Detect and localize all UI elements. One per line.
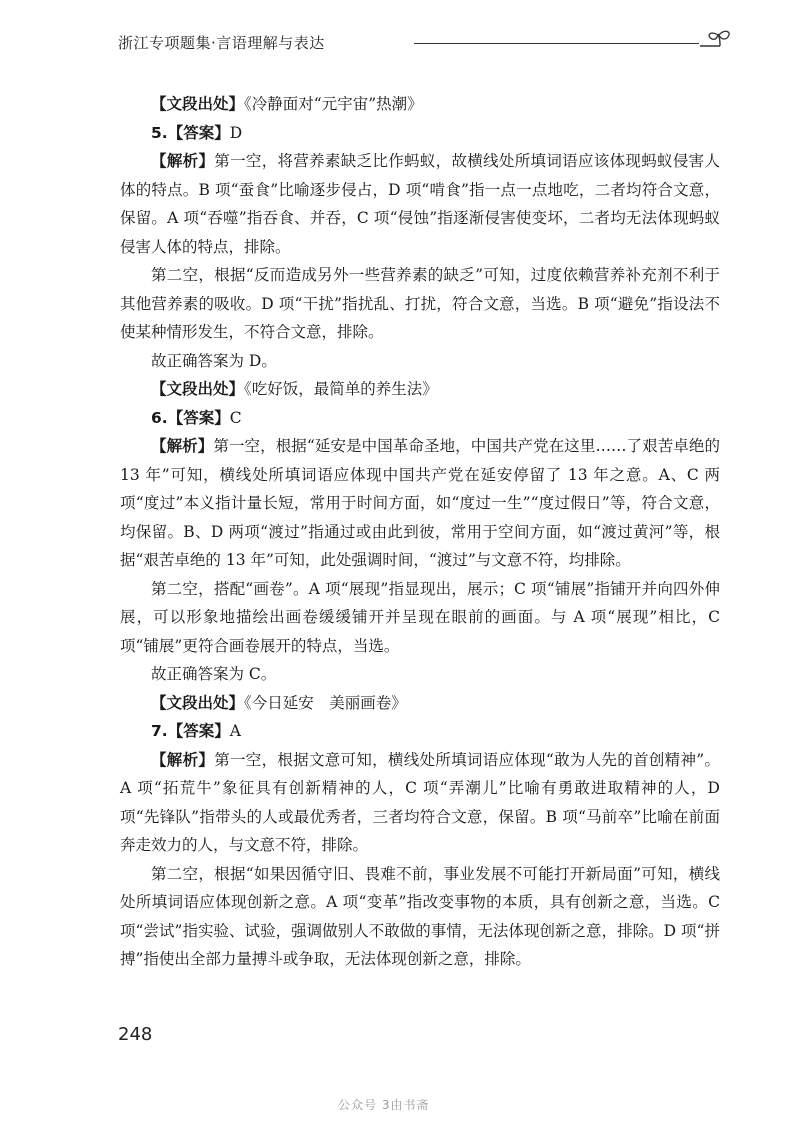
page-header xyxy=(118,26,738,56)
header-title: 浙江专项题集·言语理解与表达 xyxy=(118,34,325,52)
analysis-text: 第一空，将营养素缺乏比作蚂蚁，故横线处所填词语应该体现蚂蚁侵害人体的特点。B 项“蚕食”比喻逐步侵占，D 项“啃食”指一点一点地吃，二者均符合文意，保留。A 项“吞噬”指吞食、并吞，C 项“侵蚀”指逐渐侵害使变坏，二者均无法体现蚂蚁侵害人体的特点，排除。 xyxy=(120,152,720,256)
analysis-paragraph: 第二空，根据“如果因循守旧、畏难不前，事业发展不可能打开新局面”可知，横线处所填词语应体现创新之意。A 项“变革”指改变事物的本质，具有创新之意，当选。C 项“尝试”指实验、试验，强调做别人不敢做的事情，无法体现创新之意，排除。D 项“拼搏”指使出全部力量搏斗或争取，无法体现创新之意，排除。 xyxy=(120,864,720,968)
analysis-paragraph xyxy=(120,432,720,575)
analysis-text: 第一空，根据“延安是中国革命圣地，中国共产党在这里……了艰苦卓绝的 13 年”可知，横线处所填词语应体现中国共产党在延安停留了 13 年之意。A、C 两项“度过”本义指计量长短，常用于时间方面，如“度过一生”“度过假日”等，符合文意，均保留。B、D 两项“渡过”指通过或由此到彼，常用于空间方面，如“渡过黄河”等，根据“艰苦卓绝的 13 年”可知，此处强调时间，“渡过”与文意不符，均排除。 xyxy=(120,437,720,569)
sprout-icon xyxy=(698,28,738,54)
analysis-paragraph: 第二空，根据“反而造成另外一些营养素的缺乏”可知，过度依赖营养补充剂不利于其他营养素的吸收。D 项“干扰”指扰乱、打扰，符合文意，当选。B 项“避免”指设法不使某种情形发生，不符合文意，排除。 xyxy=(120,266,720,341)
page-number: 248 xyxy=(118,1024,153,1045)
watermark-text: 公众号 3由书斋 xyxy=(338,1098,430,1112)
question-number: 7. xyxy=(151,722,168,740)
answer-value: A xyxy=(229,722,241,740)
question-number: 5. xyxy=(151,123,168,142)
analysis-paragraph xyxy=(120,746,720,860)
source-text: 《吃好饭，最简单的养生法》 xyxy=(244,380,438,398)
source-text: 《今日延安 美丽画卷》 xyxy=(244,693,407,712)
answer-line-q7 xyxy=(120,717,720,746)
conclusion-line: 故正确答案为 C。 xyxy=(151,665,277,683)
answer-line-q6 xyxy=(120,404,720,433)
answer-label: 【答案】 xyxy=(167,123,230,142)
source-label: 【文段出处】 xyxy=(151,380,245,398)
answer-content xyxy=(120,90,720,974)
answer-line-q5 xyxy=(120,119,720,148)
source-line xyxy=(120,689,720,718)
answer-label: 【答案】 xyxy=(167,722,230,740)
answer-value: D xyxy=(229,123,243,142)
source-line xyxy=(120,90,720,119)
analysis-label: 【解析】 xyxy=(151,152,215,170)
analysis-label: 【解析】 xyxy=(151,750,215,769)
source-text: 《冷静面对“元宇宙”热潮》 xyxy=(244,95,423,113)
analysis-paragraph xyxy=(120,147,720,261)
header-rule xyxy=(414,43,699,44)
answer-value: C xyxy=(229,408,242,427)
conclusion-line: 故正确答案为 D。 xyxy=(151,351,277,370)
analysis-label: 【解析】 xyxy=(151,437,214,455)
source-label: 【文段出处】 xyxy=(151,693,245,712)
question-number: 6. xyxy=(151,408,168,427)
source-line xyxy=(120,375,720,404)
analysis-text: 第一空，根据文意可知，横线处所填词语应体现“敢为人先的首创精神”。A 项“拓荒牛”象征具有创新精神的人，C 项“弄潮儿”比喻有勇敢进取精神的人，D 项“先锋队”指带头的人或最优秀者，三者均符合文意，保留。B 项“马前卒”比喻在前面奔走效力的人，与文意不符，排除。 xyxy=(120,750,720,854)
analysis-paragraph: 第二空，搭配“画卷”。A 项“展现”指显现出，展示；C 项“铺展”指铺开并向四外伸展，可以形象地描绘出画卷缓缓铺开并呈现在眼前的画面。与 A 项“展现”相比，C 项“铺展”更符合画卷展开的特点，当选。 xyxy=(120,579,720,655)
source-label: 【文段出处】 xyxy=(151,95,245,113)
answer-label: 【答案】 xyxy=(167,408,230,427)
